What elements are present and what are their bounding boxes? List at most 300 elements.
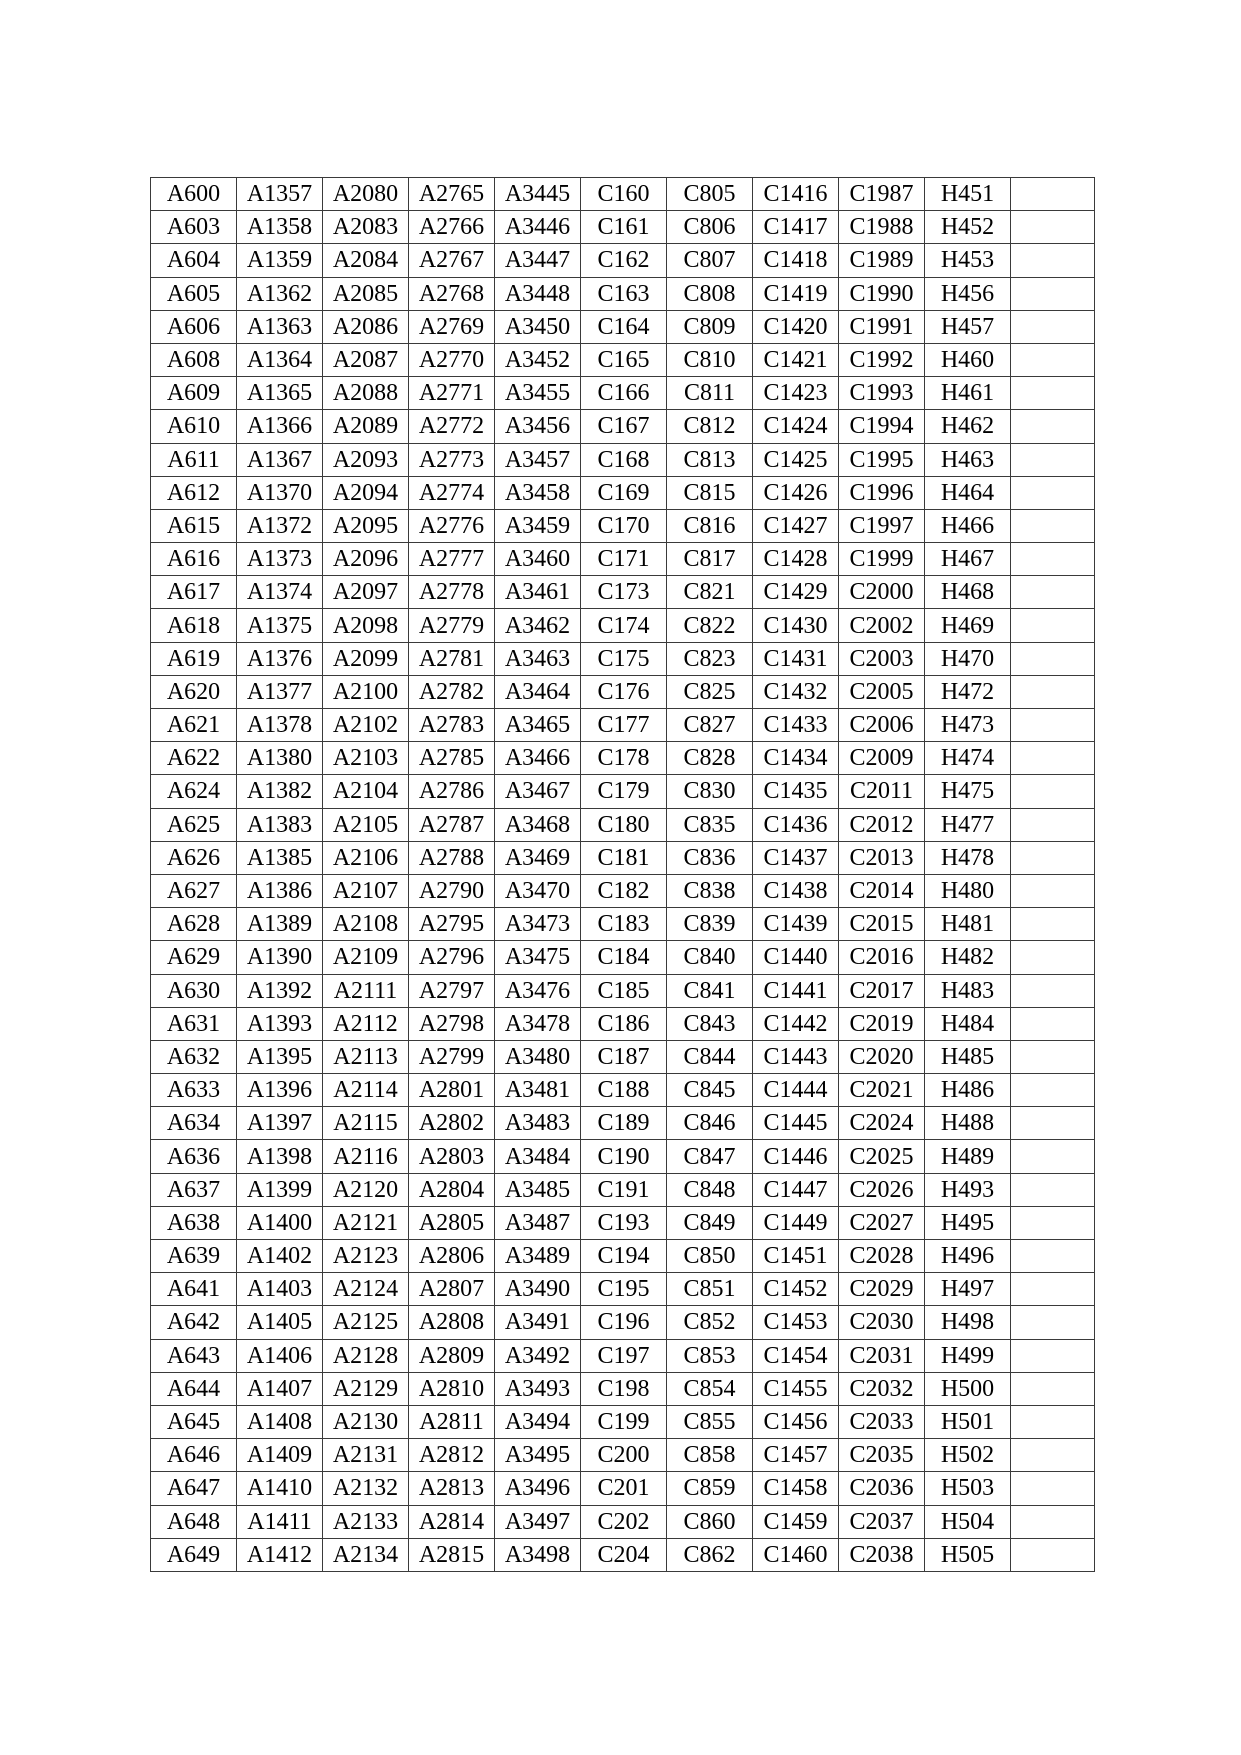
table-cell: A3455 (495, 377, 581, 410)
table-cell: A2097 (323, 576, 409, 609)
table-cell: H493 (925, 1173, 1011, 1206)
table-cell: A1412 (237, 1538, 323, 1571)
table-cell: A3456 (495, 410, 581, 443)
table-row (151, 1439, 1095, 1472)
table-cell: A1402 (237, 1240, 323, 1273)
table-row (151, 1173, 1095, 1206)
table-cell: A2769 (409, 310, 495, 343)
table-cell-empty (1011, 1273, 1095, 1306)
table-cell: C2013 (839, 841, 925, 874)
table-cell: C1417 (753, 211, 839, 244)
table-cell: C844 (667, 1040, 753, 1073)
table-cell: C839 (667, 908, 753, 941)
table-cell: A639 (151, 1240, 237, 1273)
table-cell: H463 (925, 443, 1011, 476)
table-cell: A2086 (323, 310, 409, 343)
table-cell-empty (1011, 1472, 1095, 1505)
table-cell: C2015 (839, 908, 925, 941)
table-cell: H456 (925, 277, 1011, 310)
table-cell: A1397 (237, 1107, 323, 1140)
table-cell: C180 (581, 808, 667, 841)
table-cell: A2779 (409, 609, 495, 642)
table-cell: A2804 (409, 1173, 495, 1206)
table-cell: C1420 (753, 310, 839, 343)
table-cell: A2808 (409, 1306, 495, 1339)
table-cell-empty (1011, 178, 1095, 211)
table-cell: C862 (667, 1538, 753, 1571)
table-cell: A647 (151, 1472, 237, 1505)
table-row (151, 576, 1095, 609)
table-cell: C2028 (839, 1240, 925, 1273)
table-cell: H488 (925, 1107, 1011, 1140)
table-cell: A1362 (237, 277, 323, 310)
table-cell: C1990 (839, 277, 925, 310)
table-cell: A1389 (237, 908, 323, 941)
table-cell: A2098 (323, 609, 409, 642)
table-cell: A3491 (495, 1306, 581, 1339)
table-cell: A1358 (237, 211, 323, 244)
table-cell: A3463 (495, 642, 581, 675)
table-cell: A3480 (495, 1040, 581, 1073)
table-cell: C835 (667, 808, 753, 841)
table-cell: A2770 (409, 343, 495, 376)
table-cell: A3464 (495, 675, 581, 708)
table-row (151, 874, 1095, 907)
table-cell: A634 (151, 1107, 237, 1140)
table-cell: H500 (925, 1372, 1011, 1405)
table-cell: C1442 (753, 1007, 839, 1040)
table-cell: A2812 (409, 1439, 495, 1472)
table-cell: C1449 (753, 1206, 839, 1239)
table-cell: A3473 (495, 908, 581, 941)
table-cell: A600 (151, 178, 237, 211)
table-row (151, 509, 1095, 542)
table-cell: C825 (667, 675, 753, 708)
table-cell: C163 (581, 277, 667, 310)
table-cell-empty (1011, 410, 1095, 443)
table-cell-empty (1011, 244, 1095, 277)
code-table (150, 177, 1095, 1572)
table-cell: A3469 (495, 841, 581, 874)
table-cell: A622 (151, 742, 237, 775)
table-cell: C1423 (753, 377, 839, 410)
table-cell: A645 (151, 1405, 237, 1438)
table-cell: C1435 (753, 775, 839, 808)
table-cell: H472 (925, 675, 1011, 708)
table-cell: A1366 (237, 410, 323, 443)
table-cell-empty (1011, 808, 1095, 841)
table-cell: C191 (581, 1173, 667, 1206)
table-cell: A3466 (495, 742, 581, 775)
table-cell: A3446 (495, 211, 581, 244)
table-cell: C1455 (753, 1372, 839, 1405)
table-cell: C2019 (839, 1007, 925, 1040)
table-cell: A648 (151, 1505, 237, 1538)
table-cell: A630 (151, 974, 237, 1007)
table-cell: A1396 (237, 1074, 323, 1107)
table-cell: A1405 (237, 1306, 323, 1339)
table-cell: C193 (581, 1206, 667, 1239)
table-cell: C1451 (753, 1240, 839, 1273)
table-cell: A625 (151, 808, 237, 841)
table-cell: C174 (581, 609, 667, 642)
table-cell: A2128 (323, 1339, 409, 1372)
table-cell: C168 (581, 443, 667, 476)
table-cell: C807 (667, 244, 753, 277)
table-cell: A1408 (237, 1405, 323, 1438)
table-row (151, 410, 1095, 443)
table-cell: A2802 (409, 1107, 495, 1140)
table-row (151, 1306, 1095, 1339)
table-cell: A2105 (323, 808, 409, 841)
table-cell: A2095 (323, 509, 409, 542)
table-cell: A2129 (323, 1372, 409, 1405)
table-cell: C2009 (839, 742, 925, 775)
table-cell-empty (1011, 1306, 1095, 1339)
table-cell: A2783 (409, 709, 495, 742)
table-cell: C1438 (753, 874, 839, 907)
table-cell: C2014 (839, 874, 925, 907)
table-cell-empty (1011, 576, 1095, 609)
table-cell: A2102 (323, 709, 409, 742)
table-cell: A3445 (495, 178, 581, 211)
table-cell: C1428 (753, 543, 839, 576)
table-cell: C1439 (753, 908, 839, 941)
table-row (151, 941, 1095, 974)
table-cell: H489 (925, 1140, 1011, 1173)
table-cell: C2011 (839, 775, 925, 808)
table-cell: C187 (581, 1040, 667, 1073)
table-cell: A1407 (237, 1372, 323, 1405)
table-cell-empty (1011, 775, 1095, 808)
table-cell: H498 (925, 1306, 1011, 1339)
table-cell: C2035 (839, 1439, 925, 1472)
table-cell: A3468 (495, 808, 581, 841)
table-cell: H474 (925, 742, 1011, 775)
table-row (151, 178, 1095, 211)
table-row (151, 377, 1095, 410)
table-cell: C195 (581, 1273, 667, 1306)
table-cell: C1993 (839, 377, 925, 410)
table-row (151, 1273, 1095, 1306)
table-cell: C1995 (839, 443, 925, 476)
table-cell: C171 (581, 543, 667, 576)
table-cell-empty (1011, 1040, 1095, 1073)
table-cell: C848 (667, 1173, 753, 1206)
table-cell: A2094 (323, 476, 409, 509)
table-cell: H495 (925, 1206, 1011, 1239)
table-cell: A2134 (323, 1538, 409, 1571)
table-cell: C1424 (753, 410, 839, 443)
table-cell: A2803 (409, 1140, 495, 1173)
table-cell: A2768 (409, 277, 495, 310)
table-cell: C822 (667, 609, 753, 642)
table-cell: C2037 (839, 1505, 925, 1538)
table-cell: C1460 (753, 1538, 839, 1571)
table-cell-empty (1011, 1074, 1095, 1107)
table-cell: C186 (581, 1007, 667, 1040)
table-cell: A620 (151, 675, 237, 708)
table-cell: C1991 (839, 310, 925, 343)
table-cell: A3498 (495, 1538, 581, 1571)
table-cell: C854 (667, 1372, 753, 1405)
table-cell: A2771 (409, 377, 495, 410)
table-cell: C2033 (839, 1405, 925, 1438)
table-cell: C2017 (839, 974, 925, 1007)
table-cell: A2765 (409, 178, 495, 211)
table-cell: A2801 (409, 1074, 495, 1107)
table-cell-empty (1011, 1107, 1095, 1140)
table-cell: C1452 (753, 1273, 839, 1306)
table-cell: A2116 (323, 1140, 409, 1173)
table-cell: A2810 (409, 1372, 495, 1405)
table-cell: H464 (925, 476, 1011, 509)
table-cell: C2006 (839, 709, 925, 742)
table-cell: A2776 (409, 509, 495, 542)
table-cell: C2026 (839, 1173, 925, 1206)
table-cell: A631 (151, 1007, 237, 1040)
table-cell: C806 (667, 211, 753, 244)
table-cell: C850 (667, 1240, 753, 1273)
table-cell: C200 (581, 1439, 667, 1472)
table-cell-empty (1011, 211, 1095, 244)
table-cell: C2003 (839, 642, 925, 675)
table-cell: C1419 (753, 277, 839, 310)
table-cell: A1411 (237, 1505, 323, 1538)
table-cell: A2084 (323, 244, 409, 277)
table-cell: C162 (581, 244, 667, 277)
table-cell: C1997 (839, 509, 925, 542)
table-cell: C182 (581, 874, 667, 907)
table-cell: C827 (667, 709, 753, 742)
table-cell: C1443 (753, 1040, 839, 1073)
table-row (151, 211, 1095, 244)
table-cell: C816 (667, 509, 753, 542)
table-cell: A621 (151, 709, 237, 742)
table-cell: A1364 (237, 343, 323, 376)
table-row (151, 642, 1095, 675)
table-cell: C1996 (839, 476, 925, 509)
table-cell: A3447 (495, 244, 581, 277)
table-cell: C823 (667, 642, 753, 675)
table-cell: A1392 (237, 974, 323, 1007)
table-cell: C1431 (753, 642, 839, 675)
table-cell: A2131 (323, 1439, 409, 1472)
table-cell: C176 (581, 675, 667, 708)
table-cell: A2778 (409, 576, 495, 609)
table-cell: A642 (151, 1306, 237, 1339)
table-cell: C812 (667, 410, 753, 443)
table-cell: A3492 (495, 1339, 581, 1372)
table-row (151, 543, 1095, 576)
table-cell: C1434 (753, 742, 839, 775)
table-cell-empty (1011, 443, 1095, 476)
table-cell: A2100 (323, 675, 409, 708)
table-cell: A2799 (409, 1040, 495, 1073)
table-row (151, 1240, 1095, 1273)
table-cell: H452 (925, 211, 1011, 244)
table-cell: A3485 (495, 1173, 581, 1206)
table-cell: A638 (151, 1206, 237, 1239)
table-cell: A2786 (409, 775, 495, 808)
table-body (151, 178, 1095, 1572)
table-cell: A1386 (237, 874, 323, 907)
table-cell: C179 (581, 775, 667, 808)
table-cell-empty (1011, 1505, 1095, 1538)
table-cell: A1410 (237, 1472, 323, 1505)
table-cell: C830 (667, 775, 753, 808)
table-cell: A1377 (237, 675, 323, 708)
table-cell: A617 (151, 576, 237, 609)
table-cell: C2030 (839, 1306, 925, 1339)
table-cell: A3496 (495, 1472, 581, 1505)
table-cell: A2125 (323, 1306, 409, 1339)
table-cell: A2106 (323, 841, 409, 874)
table-cell: C188 (581, 1074, 667, 1107)
table-cell: A2785 (409, 742, 495, 775)
table-cell: A2111 (323, 974, 409, 1007)
table-cell: A603 (151, 211, 237, 244)
table-cell: A2805 (409, 1206, 495, 1239)
table-row (151, 1040, 1095, 1073)
table-cell: H503 (925, 1472, 1011, 1505)
table-cell: H473 (925, 709, 1011, 742)
table-cell: A2766 (409, 211, 495, 244)
table-row (151, 1339, 1095, 1372)
table-cell-empty (1011, 874, 1095, 907)
table-cell-empty (1011, 1538, 1095, 1571)
table-cell: A2815 (409, 1538, 495, 1571)
table-cell: H502 (925, 1439, 1011, 1472)
table-cell: A3484 (495, 1140, 581, 1173)
table-cell: A641 (151, 1273, 237, 1306)
table-cell: A2085 (323, 277, 409, 310)
table-cell: C189 (581, 1107, 667, 1140)
table-cell: A1374 (237, 576, 323, 609)
table-cell: H484 (925, 1007, 1011, 1040)
table-cell: C198 (581, 1372, 667, 1405)
table-cell: H499 (925, 1339, 1011, 1372)
table-cell: A2796 (409, 941, 495, 974)
table-cell: H460 (925, 343, 1011, 376)
table-cell: A3478 (495, 1007, 581, 1040)
table-cell-empty (1011, 1173, 1095, 1206)
table-cell: C2036 (839, 1472, 925, 1505)
table-cell: A3475 (495, 941, 581, 974)
table-cell: A637 (151, 1173, 237, 1206)
table-cell: A2790 (409, 874, 495, 907)
table-cell: A2767 (409, 244, 495, 277)
table-cell: A3465 (495, 709, 581, 742)
table-cell: C841 (667, 974, 753, 1007)
table-cell: A2108 (323, 908, 409, 941)
table-cell: C177 (581, 709, 667, 742)
table-row (151, 1007, 1095, 1040)
table-cell: A643 (151, 1339, 237, 1372)
table-cell: A3460 (495, 543, 581, 576)
table-cell: C2002 (839, 609, 925, 642)
table-cell: C1421 (753, 343, 839, 376)
table-cell: C1988 (839, 211, 925, 244)
table-cell: A2813 (409, 1472, 495, 1505)
table-cell: A2107 (323, 874, 409, 907)
table-cell: C853 (667, 1339, 753, 1372)
table-cell: A2080 (323, 178, 409, 211)
table-cell: A610 (151, 410, 237, 443)
table-cell-empty (1011, 1372, 1095, 1405)
table-cell: C808 (667, 277, 753, 310)
table-cell: C199 (581, 1405, 667, 1438)
table-cell: C178 (581, 742, 667, 775)
table-cell: A2798 (409, 1007, 495, 1040)
table-cell: H480 (925, 874, 1011, 907)
table-cell: C821 (667, 576, 753, 609)
table-row (151, 476, 1095, 509)
table-cell: C809 (667, 310, 753, 343)
table-row (151, 908, 1095, 941)
table-cell: C851 (667, 1273, 753, 1306)
table-row (151, 343, 1095, 376)
table-cell-empty (1011, 1439, 1095, 1472)
table-cell: A2130 (323, 1405, 409, 1438)
table-cell: A3452 (495, 343, 581, 376)
table-cell: C2032 (839, 1372, 925, 1405)
table-cell: C817 (667, 543, 753, 576)
table-cell: C845 (667, 1074, 753, 1107)
table-row (151, 277, 1095, 310)
table-cell: A3476 (495, 974, 581, 1007)
table-cell: A2795 (409, 908, 495, 941)
table-cell: C1454 (753, 1339, 839, 1372)
table-cell: C166 (581, 377, 667, 410)
table-cell: A629 (151, 941, 237, 974)
table-cell: A3489 (495, 1240, 581, 1273)
table-cell-empty (1011, 1240, 1095, 1273)
table-cell: A3483 (495, 1107, 581, 1140)
table-cell: C811 (667, 377, 753, 410)
table-cell: C2024 (839, 1107, 925, 1140)
table-cell: H483 (925, 974, 1011, 1007)
table-cell: C185 (581, 974, 667, 1007)
table-cell: A632 (151, 1040, 237, 1073)
table-row (151, 808, 1095, 841)
table-cell: A1406 (237, 1339, 323, 1372)
table-cell: A2104 (323, 775, 409, 808)
table-cell: H501 (925, 1405, 1011, 1438)
table-cell: C815 (667, 476, 753, 509)
table-cell: A2109 (323, 941, 409, 974)
table-cell: C194 (581, 1240, 667, 1273)
table-cell: A2814 (409, 1505, 495, 1538)
table-cell: A1376 (237, 642, 323, 675)
table-cell: C1432 (753, 675, 839, 708)
table-cell: C167 (581, 410, 667, 443)
table-row (151, 443, 1095, 476)
table-cell: C1436 (753, 808, 839, 841)
table-cell: A1399 (237, 1173, 323, 1206)
table-cell: A608 (151, 343, 237, 376)
table-cell-empty (1011, 509, 1095, 542)
table-cell: A2809 (409, 1339, 495, 1372)
table-cell: A1385 (237, 841, 323, 874)
table-cell: C164 (581, 310, 667, 343)
table-cell: C849 (667, 1206, 753, 1239)
table-cell: A3459 (495, 509, 581, 542)
table-cell: H478 (925, 841, 1011, 874)
table-cell: C855 (667, 1405, 753, 1438)
table-cell: C2021 (839, 1074, 925, 1107)
table-cell-empty (1011, 642, 1095, 675)
